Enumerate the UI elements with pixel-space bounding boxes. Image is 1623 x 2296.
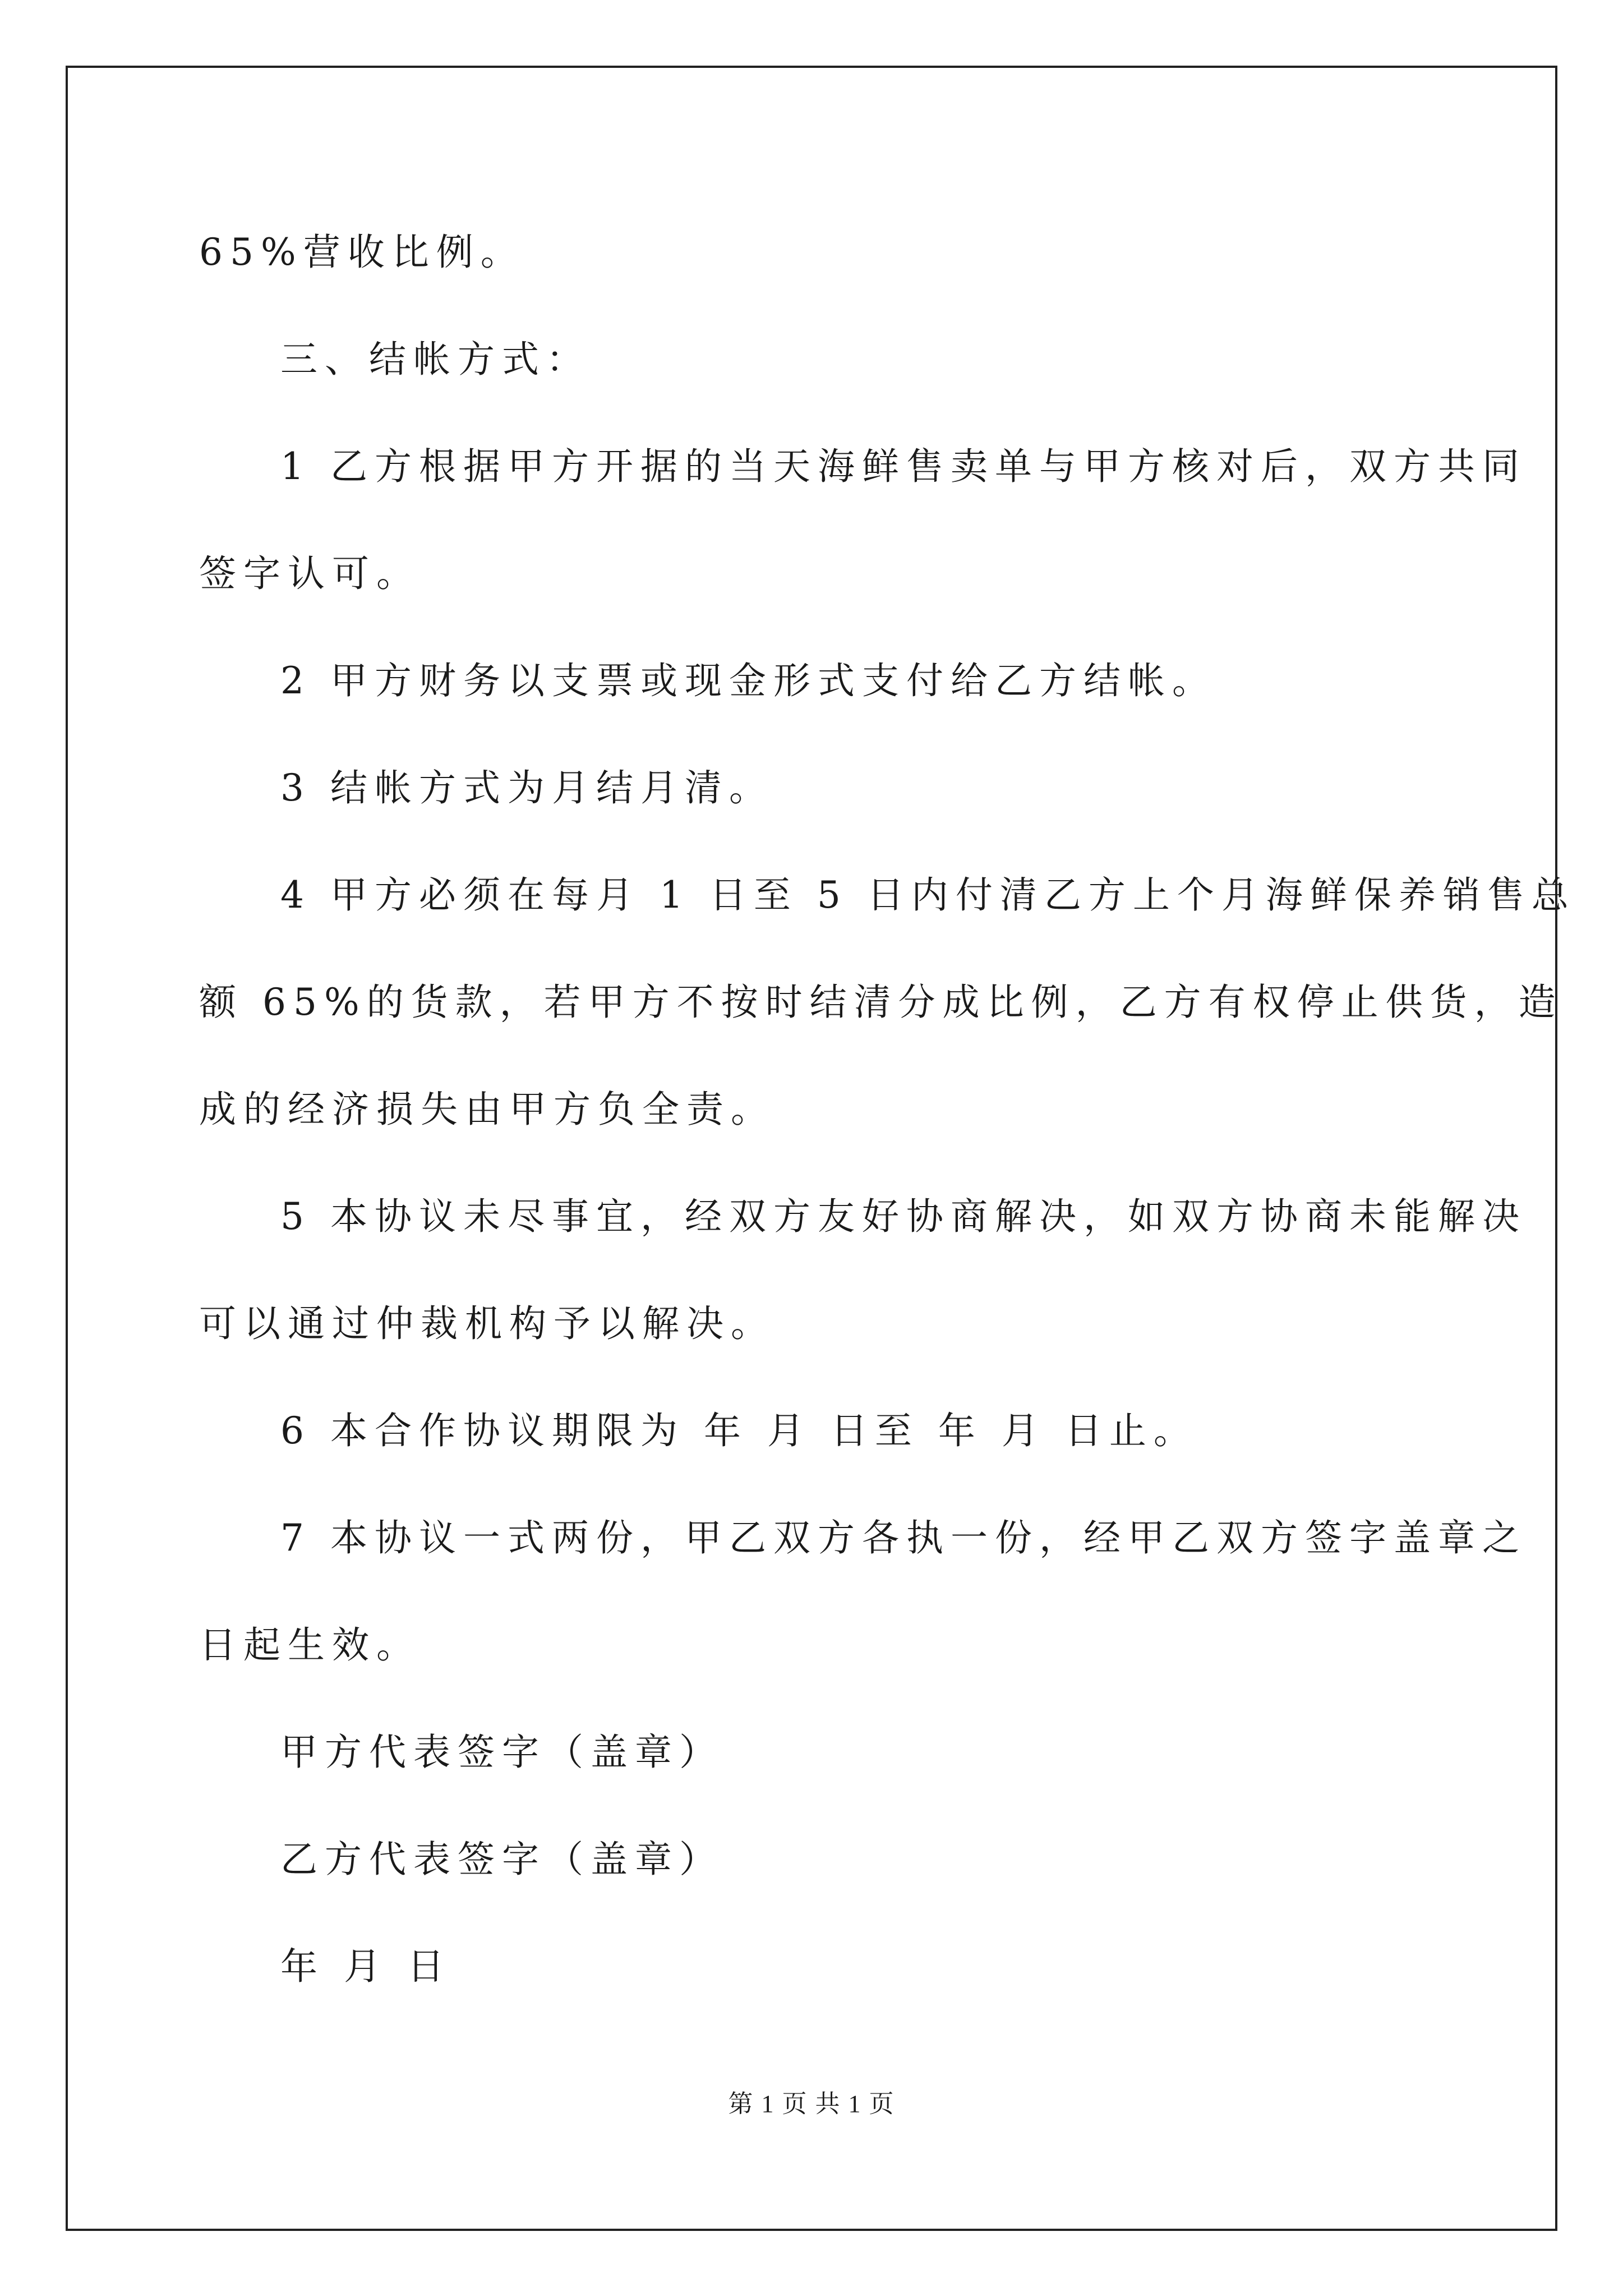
clause-1-line-1: 1 乙方根据甲方开据的当天海鲜售卖单与甲方核对后，双方共同 — [280, 445, 1527, 488]
clause-1-line-2: 签字认可。 — [199, 552, 421, 595]
party-b-signature: 乙方代表签字（盖章） — [280, 1838, 723, 1881]
clause-4-line-3: 成的经济损失由甲方负全责。 — [199, 1088, 775, 1131]
clause-6: 6 本合作协议期限为 年 月 日至 年 月 日止。 — [280, 1409, 1198, 1452]
page-footer: 第 1 页 共 1 页 — [728, 2090, 895, 2118]
clause-3: 3 结帐方式为月结月清。 — [280, 766, 773, 809]
clause-5-line-2: 可以通过仲裁机构予以解决。 — [199, 1302, 775, 1345]
section-heading-settlement: 三、结帐方式： — [280, 338, 591, 381]
clause-4-line-1: 4 甲方必须在每月 1 日至 5 日内付清乙方上个月海鲜保养销售总 — [280, 873, 1576, 917]
clause-2: 2 甲方财务以支票或现金形式支付给乙方结帐。 — [280, 659, 1216, 702]
clause-4-line-2: 额 65%的货款，若甲方不按时结清分成比例，乙方有权停止供货，造 — [199, 981, 1563, 1024]
party-a-signature: 甲方代表签字（盖章） — [280, 1731, 723, 1774]
clause-7-line-1: 7 本协议一式两份，甲乙双方各执一份，经甲乙双方签字盖章之 — [280, 1516, 1527, 1559]
text-line-1: 65%营收比例。 — [199, 231, 525, 274]
clause-5-line-1: 5 本协议未尽事宜，经双方友好协商解决，如双方协商未能解决 — [280, 1195, 1527, 1238]
signature-date: 年 月 日 — [280, 1945, 451, 1988]
clause-7-line-2: 日起生效。 — [199, 1623, 421, 1667]
page-border — [66, 66, 1557, 2231]
